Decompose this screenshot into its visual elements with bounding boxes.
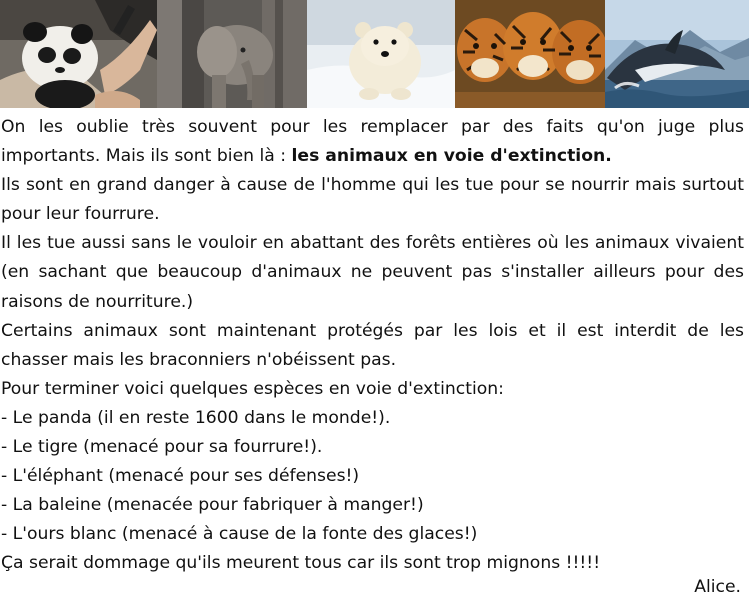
breaching-whale-photo — [605, 0, 749, 108]
species-list-item: - La baleine (menacée pour fabriquer à manger!) — [1, 495, 424, 516]
intro-headline-bold: les animaux en voie d'extinction. — [291, 146, 612, 167]
polar-bear-cub-photo — [307, 0, 455, 108]
species-list-intro: Pour terminer voici quelques espèces en voie d'extinction: — [1, 378, 504, 399]
animal-photo-banner — [0, 0, 749, 108]
author-signature: Alice. — [694, 577, 741, 597]
protection-paragraph: Certains animaux sont maintenant protégés par les lois et il est interdit de les chasser mais les braconniers n'obéissent pas. — [1, 320, 744, 370]
species-list-item: - Le panda (il en reste 1600 dans le monde!). — [1, 407, 391, 428]
deforestation-paragraph: Il les tue aussi sans le vouloir en abattant des forêts entières où les animaux vivaient (en sachant que beaucoup d'animaux ne peuvent pas s'installer ailleurs pour des raisons de nourriture.) — [1, 233, 744, 312]
danger-paragraph: Ils sont en grand danger à cause de l'homme qui les tue pour se nourrir mais surtout pour leur fourrure. — [1, 175, 744, 225]
elephant-calf-photo — [157, 0, 307, 108]
intro-paragraph — [1, 113, 744, 171]
intro-text: On les oublie très souvent pour les remplacer par des faits qu'on juge plus importants. Mais ils sont bien là : — [1, 117, 744, 167]
species-list-item: - Le tigre (menacé pour sa fourrure!). — [1, 437, 323, 458]
article-body — [1, 113, 744, 579]
species-list-item: - L'éléphant (menacé pour ses défenses!) — [1, 466, 360, 487]
panda-cub-photo — [0, 0, 157, 108]
tiger-cubs-photo — [455, 0, 605, 108]
species-list-item: - L'ours blanc (menacé à cause de la fonte des glaces!) — [1, 524, 478, 545]
closing-sentence: Ça serait dommage qu'ils meurent tous car ils sont trop mignons !!!!! — [1, 553, 601, 574]
